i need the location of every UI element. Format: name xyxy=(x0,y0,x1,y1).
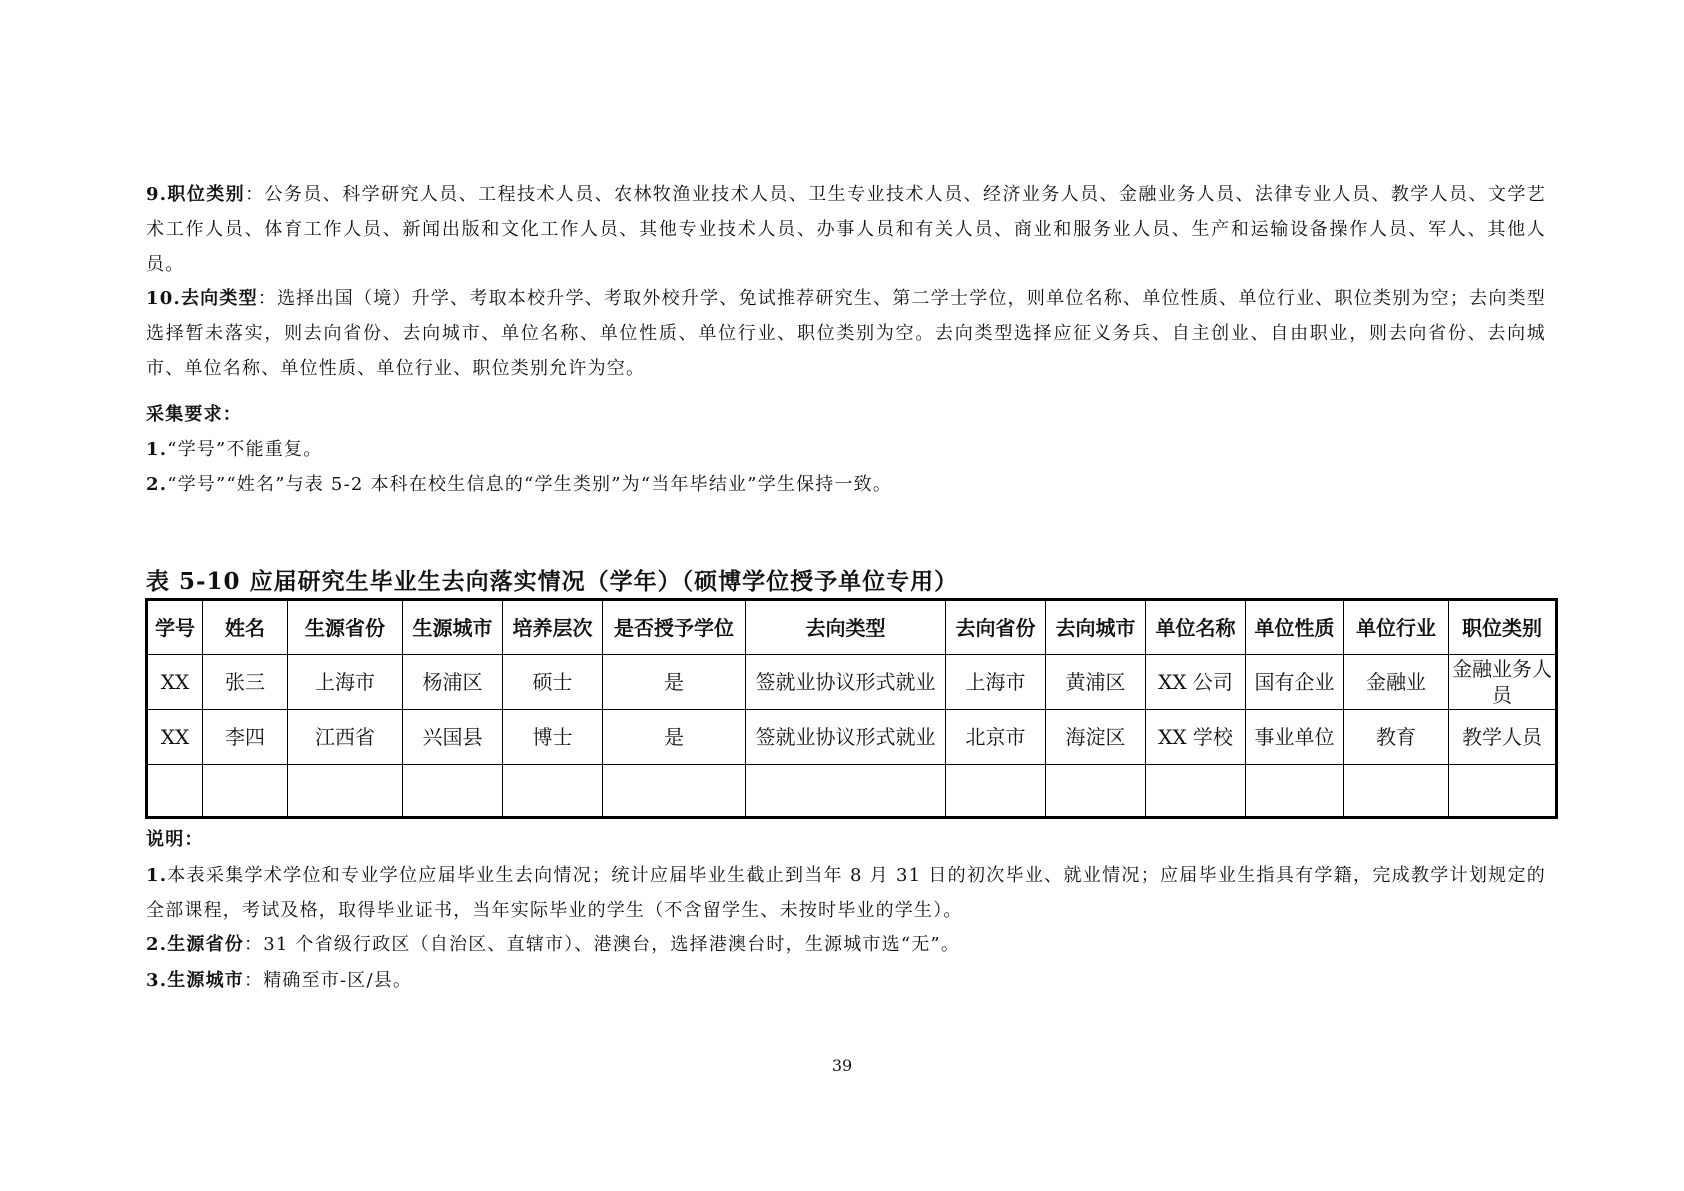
table-cell: XX 公司 xyxy=(1146,655,1246,710)
requirement-item: 1.“学号”不能重复。 xyxy=(146,439,323,460)
header-cell: 生源省份 xyxy=(288,600,403,655)
table-cell: 金融业务人员 xyxy=(1449,655,1557,710)
table-cell: 教育 xyxy=(1344,710,1449,765)
header-cell: 职位类别 xyxy=(1449,600,1557,655)
table-cell: 上海市 xyxy=(946,655,1046,710)
table-cell: 是 xyxy=(603,655,746,710)
table-row xyxy=(147,655,1557,710)
table-cell: 国有企业 xyxy=(1246,655,1344,710)
section-10-text: ：选择出国（境）升学、考取本校升学、考取外校升学、免试推荐研究生、第二学士学位，则单位名称、单位性质、单位行业、职位类别为空；去向类型选择暂未落实，则去向省份、去向城市、单位名称、单位性质、单位行业、职位类别为空。去向类型选择应征义务兵、自主创业、自由职业，则去向省份、去向城市、单位名称、单位性质、单位行业、职位类别允许为空。 xyxy=(146,288,1546,379)
table-row-empty xyxy=(147,765,1557,818)
table-cell: 上海市 xyxy=(288,655,403,710)
table-cell: XX xyxy=(147,710,203,765)
header-cell: 学号 xyxy=(147,600,203,655)
section-10-label: 10.去向类型 xyxy=(146,288,258,309)
table-cell: 签就业协议形式就业 xyxy=(746,710,946,765)
requirement-item: 2.“学号”“姓名”与表 5-2 本科在校生信息的“学生类别”为“当年毕结业”学生保持一致。 xyxy=(146,474,893,495)
notes-heading: 说明： xyxy=(146,829,204,850)
table-row xyxy=(147,710,1557,765)
section-9-paragraph xyxy=(146,177,1546,282)
header-cell: 培养层次 xyxy=(503,600,603,655)
requirements-heading: 采集要求： xyxy=(146,404,242,425)
table-cell: XX 学校 xyxy=(1146,710,1246,765)
header-cell: 单位名称 xyxy=(1146,600,1246,655)
section-10-paragraph xyxy=(146,281,1546,386)
header-cell: 生源城市 xyxy=(403,600,503,655)
table-cell: 是 xyxy=(603,710,746,765)
header-cell: 单位行业 xyxy=(1344,600,1449,655)
table-cell: XX xyxy=(147,655,203,710)
table-cell: 江西省 xyxy=(288,710,403,765)
table-cell: 黄浦区 xyxy=(1046,655,1146,710)
page-number: 39 xyxy=(831,1056,853,1075)
table-cell: 博士 xyxy=(503,710,603,765)
header-cell: 去向省份 xyxy=(946,600,1046,655)
note-item-1: 1.本表采集学术学位和专业学位应届毕业生去向情况；统计应届毕业生截止到当年 8 月 31 日的初次毕业、就业情况；应届毕业生指具有学籍，完成教学计划规定的全部课程，考试及格，取得毕业证书，当年实际毕业的学生（不含留学生、未按时毕业的学生）。 xyxy=(146,865,1546,921)
section-9-text: ：公务员、科学研究人员、工程技术人员、农林牧渔业技术人员、卫生专业技术人员、经济业务人员、金融业务人员、法律专业人员、教学人员、文学艺术工作人员、体育工作人员、新闻出版和文化工作人员、其他专业技术人员、办事人员和有关人员、商业和服务业人员、生产和运输设备操作人员、军人、其他人员。 xyxy=(146,184,1546,275)
table-cell: 杨浦区 xyxy=(403,655,503,710)
header-cell: 是否授予学位 xyxy=(603,600,746,655)
table-cell: 海淀区 xyxy=(1046,710,1146,765)
table-cell: 硕士 xyxy=(503,655,603,710)
header-cell: 去向类型 xyxy=(746,600,946,655)
graduate-destination-table xyxy=(145,598,1558,819)
table-cell: 李四 xyxy=(203,710,288,765)
table-cell: 教学人员 xyxy=(1449,710,1557,765)
table-cell: 金融业 xyxy=(1344,655,1449,710)
header-cell: 去向城市 xyxy=(1046,600,1146,655)
table-cell: 事业单位 xyxy=(1246,710,1344,765)
table-cell: 兴国县 xyxy=(403,710,503,765)
header-cell: 单位性质 xyxy=(1246,600,1344,655)
table-title: 表 5-10 应届研究生毕业生去向落实情况（学年）（硕博学位授予单位专用） xyxy=(146,568,959,595)
table-header-row xyxy=(147,600,1557,655)
header-cell: 姓名 xyxy=(203,600,288,655)
table-cell: 张三 xyxy=(203,655,288,710)
table-cell: 签就业协议形式就业 xyxy=(746,655,946,710)
note-item-3: 3.生源城市：精确至市-区/县。 xyxy=(146,970,413,991)
note-item-2: 2.生源省份：31 个省级行政区（自治区、直辖市）、港澳台，选择港澳台时，生源城市选“无”。 xyxy=(146,934,961,955)
table-cell: 北京市 xyxy=(946,710,1046,765)
section-9-label: 9.职位类别 xyxy=(146,184,246,205)
